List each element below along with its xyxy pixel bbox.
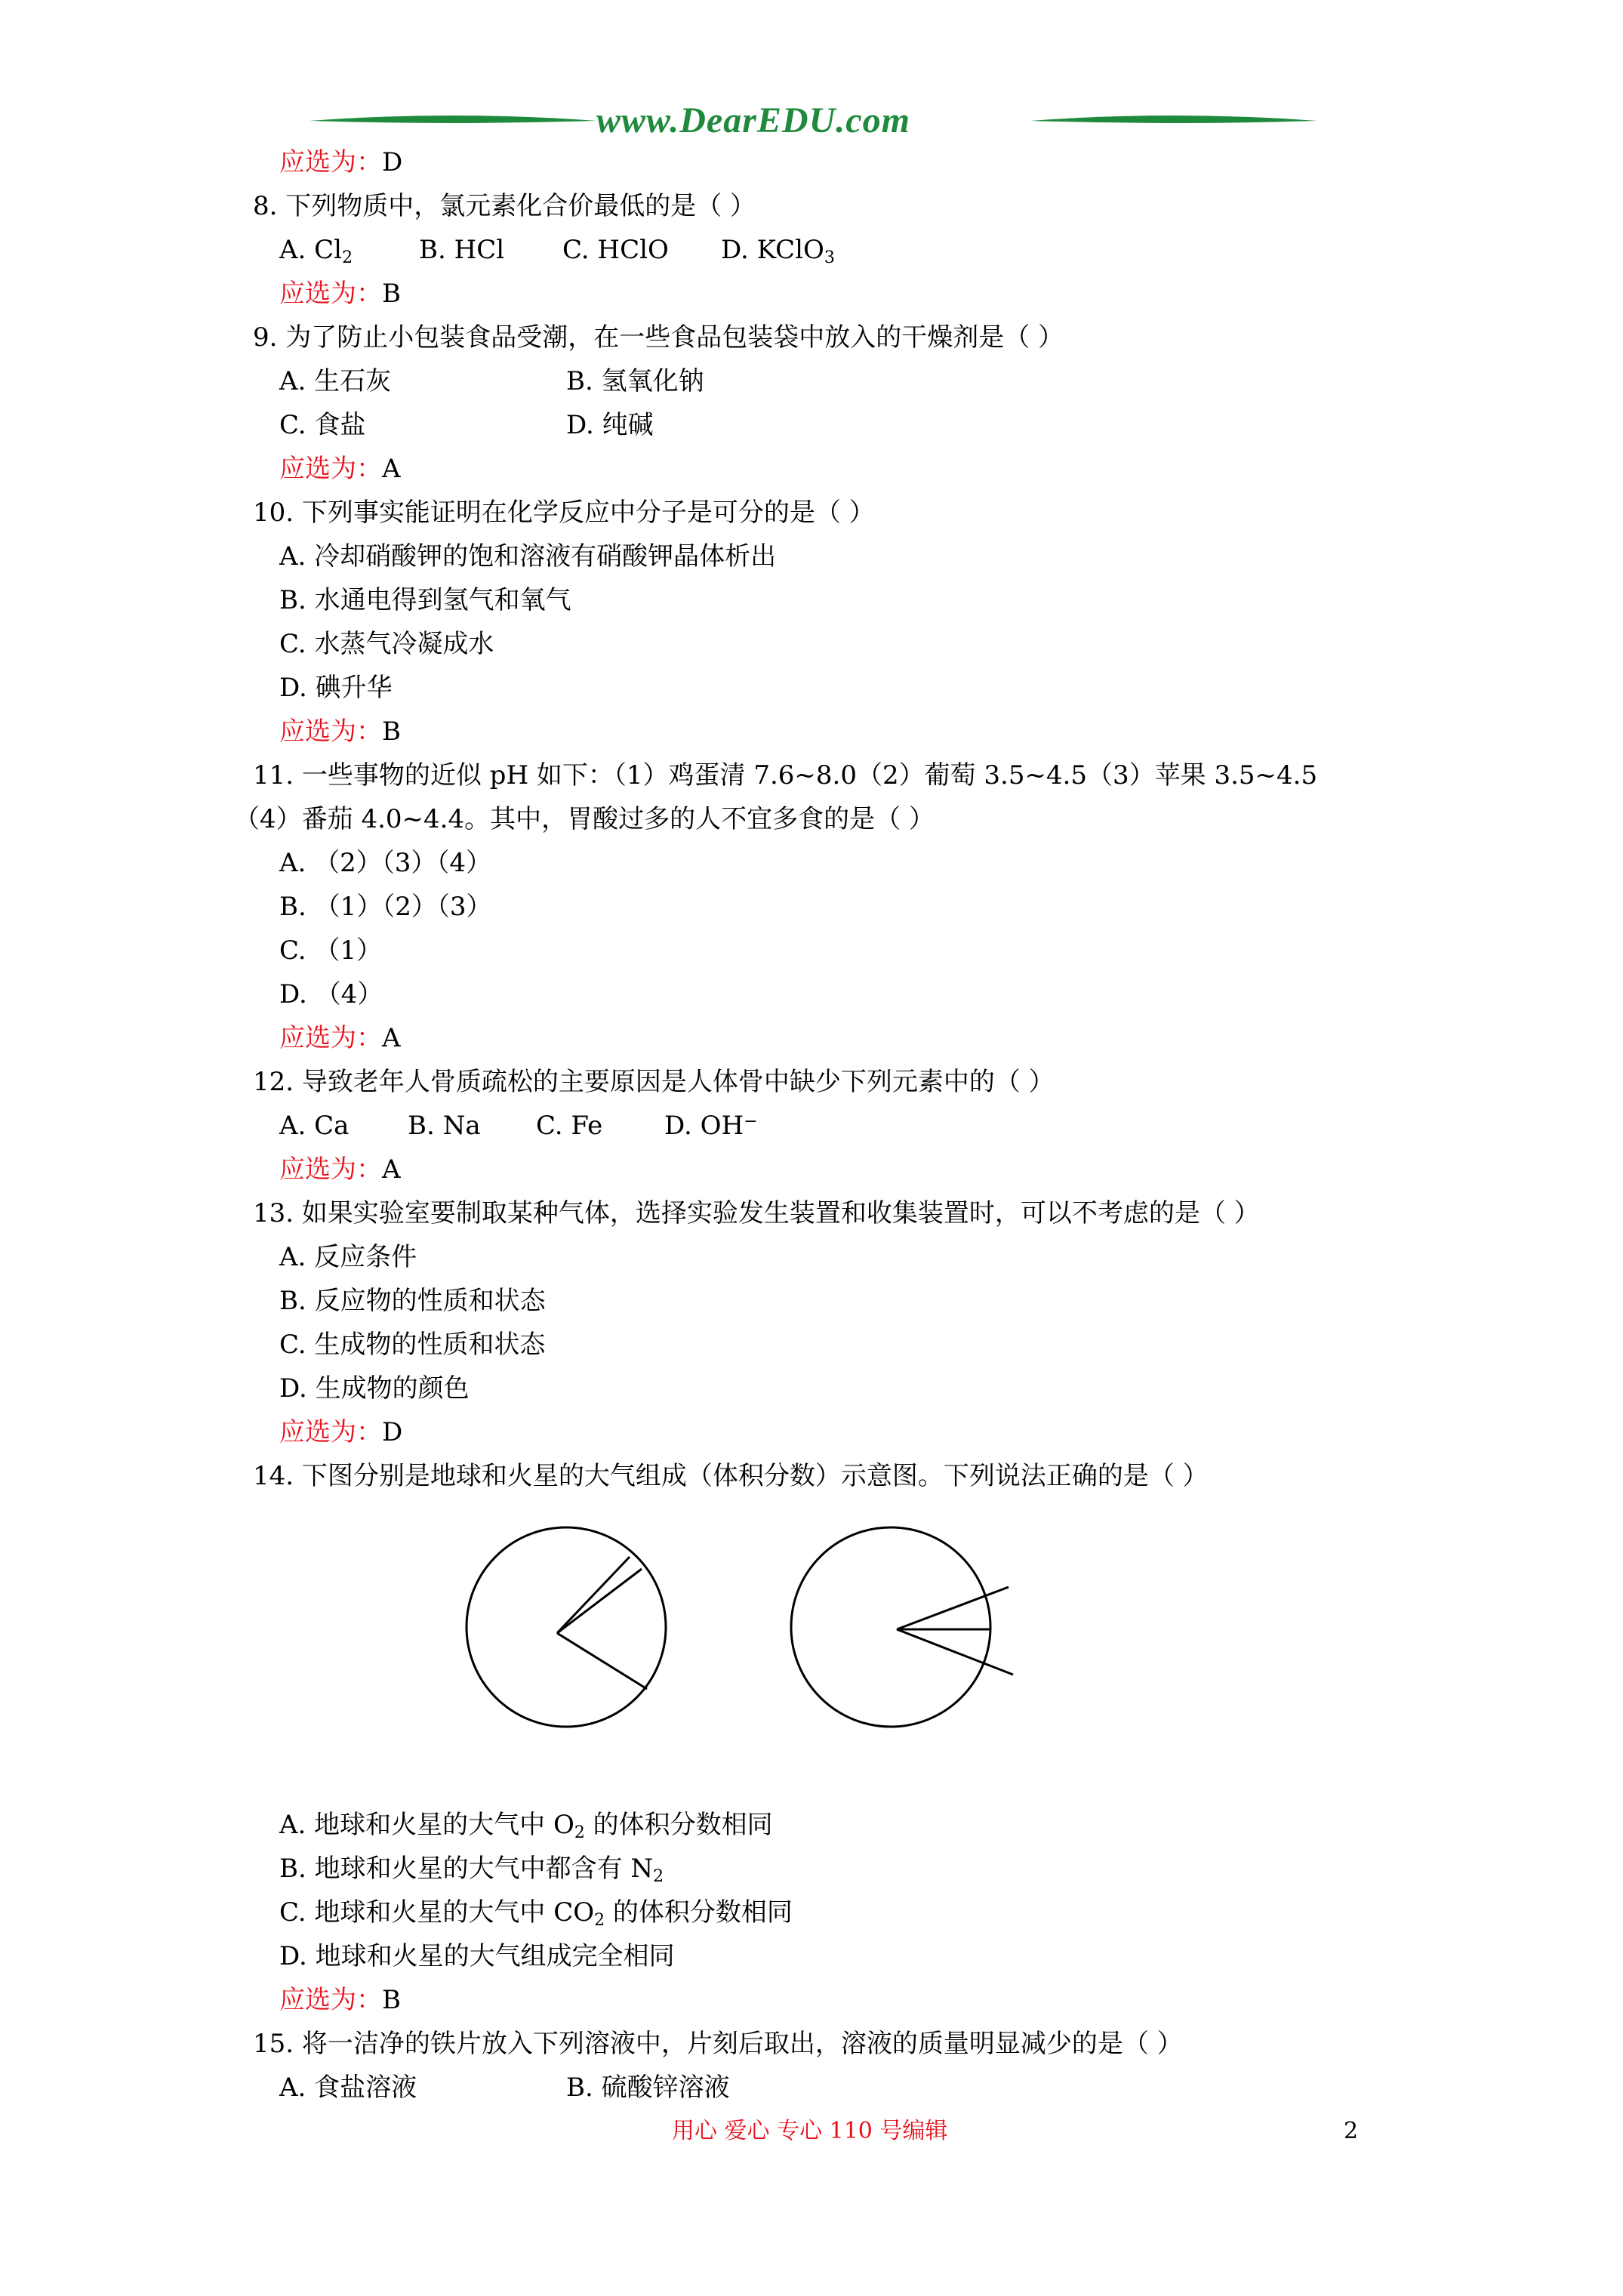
question-14-stem: 14. 下图分别是地球和火星的大气组成（体积分数）示意图。下列说法正确的是（ ） bbox=[253, 1461, 1209, 1491]
earth-pie-divider-2 bbox=[557, 1569, 642, 1633]
q14-option-c: C. 地球和火星的大气中 $CO_2$ 的体积分数相同 bbox=[279, 1897, 793, 1930]
answer-q12: 应选为：A bbox=[279, 1154, 401, 1185]
q12-option-c: C. Fe bbox=[536, 1111, 603, 1141]
q9-option-b: B. 氢氧化钠 bbox=[566, 366, 704, 396]
question-12-stem: 12. 导致老年人骨质疏松的主要原因是人体骨中缺少下列元素中的（ ） bbox=[253, 1067, 1055, 1097]
q13-option-c: C. 生成物的性质和状态 bbox=[279, 1330, 546, 1360]
answer-q10: 应选为：B bbox=[279, 717, 401, 747]
question-11-stem-line2: （4）番茄 4.0~4.4。其中，胃酸过多的人不宜多食的是（ ） bbox=[234, 804, 935, 834]
earth-atmosphere-pie bbox=[460, 1521, 672, 1733]
answer-q14: 应选为：B bbox=[279, 1985, 401, 2015]
answer-q7: 应选为：D bbox=[279, 147, 403, 177]
q8-option-c: C. HClO bbox=[562, 235, 669, 265]
q15-option-a: A. 食盐溶液 bbox=[279, 2073, 417, 2103]
q10-option-b: B. 水通电得到氢气和氧气 bbox=[279, 585, 571, 615]
q11-option-c: C. （1） bbox=[279, 935, 383, 966]
q9-option-d: D. 纯碱 bbox=[566, 410, 654, 440]
answer-q11: 应选为：A bbox=[279, 1023, 401, 1053]
q14-option-b: B. 地球和火星的大气中都含有 $N_2$ bbox=[279, 1854, 664, 1886]
q14-option-a: A. 地球和火星的大气中 $O_2$ 的体积分数相同 bbox=[279, 1810, 773, 1842]
q14-option-d: D. 地球和火星的大气组成完全相同 bbox=[279, 1941, 675, 1971]
header-site-logo: www.DearEDU.com bbox=[596, 100, 910, 140]
q8-option-d: D. KClO$_3$ bbox=[721, 235, 835, 267]
question-15-stem: 15. 将一洁净的铁片放入下列溶液中，片刻后取出，溶液的质量明显减少的是（ ） bbox=[253, 2029, 1183, 2059]
q12-option-d: D. OH− bbox=[664, 1111, 758, 1141]
earth-pie-divider-3 bbox=[557, 1633, 647, 1689]
q9-option-a: A. 生石灰 bbox=[279, 366, 392, 396]
q10-option-a: A. 冷却硝酸钾的饱和溶液有硝酸钾晶体析出 bbox=[279, 541, 777, 572]
header-swoosh-right bbox=[1030, 104, 1317, 134]
q11-option-a: A. （2）（3）（4） bbox=[279, 848, 492, 878]
question-10-stem: 10. 下列事实能证明在化学反应中分子是可分的是（ ） bbox=[253, 498, 875, 528]
q13-option-b: B. 反应物的性质和状态 bbox=[279, 1286, 546, 1316]
q10-option-d: D. 碘升华 bbox=[279, 673, 393, 703]
q8-option-a: A. $Cl_2$ bbox=[279, 235, 353, 267]
q8-option-b: B. HCl bbox=[419, 235, 505, 265]
q12-option-a: A. Ca bbox=[279, 1111, 350, 1141]
q13-option-d: D. 生成物的颜色 bbox=[279, 1373, 470, 1404]
mars-atmosphere-pie bbox=[785, 1521, 1027, 1733]
question-9-stem: 9. 为了防止小包装食品受潮，在一些食品包装袋中放入的干燥剂是（ ） bbox=[253, 322, 1064, 353]
q10-option-c: C. 水蒸气冷凝成水 bbox=[279, 629, 494, 659]
question-11-stem-line1: 11. 一些事物的近似 pH 如下：（1）鸡蛋清 7.6~8.0（2）葡萄 3.5~4.5（3）苹果 3.5~4.5 bbox=[253, 760, 1318, 791]
answer-q13: 应选为：D bbox=[279, 1417, 403, 1447]
header-swoosh-left bbox=[310, 104, 596, 134]
answer-q9: 应选为：A bbox=[279, 454, 401, 484]
mars-pie-divider-3 bbox=[897, 1629, 1013, 1675]
q11-option-d: D. （4） bbox=[279, 979, 383, 1009]
q9-option-c: C. 食盐 bbox=[279, 410, 366, 440]
earth-pie-divider-1 bbox=[557, 1557, 630, 1633]
question-8-stem: 8. 下列物质中，氯元素化合价最低的是（ ） bbox=[253, 191, 756, 221]
q15-option-b: B. 硫酸锌溶液 bbox=[566, 2073, 730, 2103]
q11-option-b: B. （1）（2）（3） bbox=[279, 892, 492, 922]
page-number: 2 bbox=[1344, 2118, 1359, 2144]
footer-text: 用心 爱心 专心 110 号编辑 bbox=[672, 2118, 948, 2144]
mars-pie-circle bbox=[791, 1527, 990, 1727]
q12-option-b: B. Na bbox=[408, 1111, 481, 1141]
question-13-stem: 13. 如果实验室要制取某种气体，选择实验发生装置和收集装置时，可以不考虑的是（ ） bbox=[253, 1198, 1260, 1228]
q13-option-a: A. 反应条件 bbox=[279, 1242, 417, 1272]
answer-q8: 应选为：B bbox=[279, 279, 401, 309]
mars-pie-divider-1 bbox=[897, 1587, 1009, 1629]
